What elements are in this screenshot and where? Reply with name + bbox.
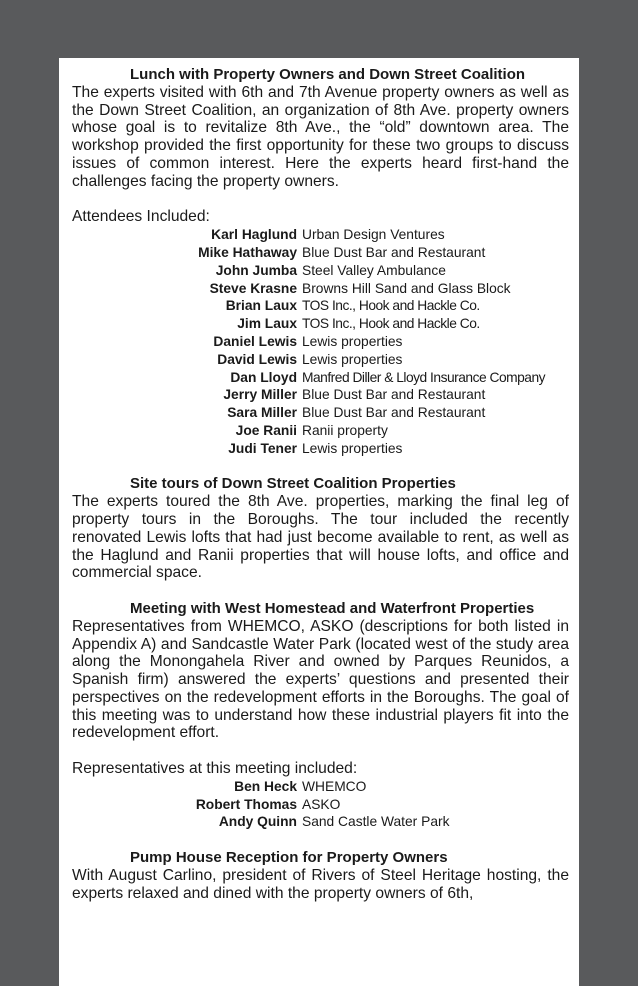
- representative-org: Sand Castle Water Park: [302, 814, 450, 830]
- document-page: [59, 58, 579, 986]
- section-body: The experts toured the 8th Ave. properties, marking the final leg of property tours in the Boroughs. The tour included the recently renovated Lewis lofts that had just become available to rent, as well as the Haglund and Ranii properties that will house lofts, and office and commercial space.: [72, 493, 569, 582]
- section-body: With August Carlino, president of Rivers of Steel Heritage hosting, the experts relaxed and dined with the property owners of 6th,: [72, 866, 569, 902]
- representative-row: [72, 813, 449, 831]
- attendee-name: Daniel Lewis: [213, 333, 297, 349]
- attendee-org: Blue Dust Bar and Restaurant: [302, 244, 486, 260]
- attendee-row: [72, 422, 545, 440]
- attendee-name: Dan Lloyd: [230, 369, 297, 385]
- attendees-list: [72, 226, 545, 457]
- section-heading: Pump House Reception for Property Owners: [130, 849, 448, 867]
- attendee-row: [72, 386, 545, 404]
- attendee-name: Joe Ranii: [235, 422, 297, 438]
- section-heading: Lunch with Property Owners and Down Street Coalition: [130, 66, 526, 83]
- attendee-row: [72, 226, 545, 244]
- attendee-name: Jim Laux: [237, 316, 297, 332]
- representatives-list: [72, 778, 449, 831]
- attendee-row: [72, 333, 545, 351]
- representative-row: [72, 778, 449, 796]
- attendee-org: Blue Dust Bar and Restaurant: [302, 405, 486, 421]
- attendee-row: [72, 351, 545, 369]
- attendee-name: Mike Hathaway: [198, 244, 297, 260]
- attendee-name: David Lewis: [217, 351, 297, 367]
- section-heading: Meeting with West Homestead and Waterfront Properties: [130, 599, 535, 617]
- attendee-name: Jerry Miller: [223, 387, 297, 403]
- representative-name: Andy Quinn: [218, 814, 297, 830]
- attendee-org: Steel Valley Ambulance: [302, 262, 446, 278]
- attendee-row: [72, 369, 545, 387]
- attendee-row: [72, 315, 545, 333]
- attendee-name: Brian Laux: [225, 298, 297, 314]
- attendee-row: [72, 440, 545, 458]
- attendee-row: [72, 404, 545, 422]
- attendee-org: Lewis properties: [302, 351, 403, 367]
- attendee-name: Karl Haglund: [211, 227, 297, 243]
- attendee-org: Manfred Diller & Lloyd Insurance Company: [302, 369, 546, 385]
- attendee-row: [72, 280, 545, 298]
- representative-org: ASKO: [302, 796, 341, 812]
- representative-org: WHEMCO: [302, 778, 367, 794]
- attendee-org: Lewis properties: [302, 440, 403, 456]
- section-west-homestead-meeting: [72, 600, 569, 831]
- section-body: The experts visited with 6th and 7th Avenue property owners as well as the Down Street Coalition, an organization of 8th Ave. property owners whose goal is to revitalize 8th Ave., the “old” downtown area. The workshop provided the first opportunity for these two groups to discuss issues of common interest. Here the experts heard first-hand the challenges facing the property owners.: [72, 83, 569, 190]
- attendee-row: [72, 244, 545, 262]
- section-heading: Site tours of Down Street Coalition Properties: [130, 475, 456, 493]
- representative-name: Robert Thomas: [195, 796, 297, 812]
- representative-name: Ben Heck: [234, 778, 297, 794]
- attendee-name: Judi Tener: [228, 440, 297, 456]
- representatives-intro: Representatives at this meeting included:: [72, 760, 358, 778]
- attendee-name: John Jumba: [215, 262, 297, 278]
- attendee-org: Lewis properties: [302, 333, 403, 349]
- attendee-org: Urban Design Ventures: [302, 227, 445, 243]
- attendee-name: Steve Krasne: [209, 280, 297, 296]
- section-site-tours: [72, 475, 569, 582]
- attendees-intro: Attendees Included:: [72, 208, 210, 226]
- attendee-row: [72, 297, 545, 315]
- section-body: Representatives from WHEMCO, ASKO (descriptions for both listed in Appendix A) and Sandcastle Water Park (located west of the study area along the Monongahela River and owned by Parques Reunidos, a Spanish firm) answered the experts’ questions and presented their perspectives on the redevelopment efforts in the Boroughs. The goal of this meeting was to understand how these industrial players fit into the redevelopment effort.: [72, 617, 569, 742]
- attendee-org: Ranii property: [302, 422, 388, 438]
- representative-row: [72, 796, 449, 814]
- attendee-org: Blue Dust Bar and Restaurant: [302, 387, 486, 403]
- section-pump-house-reception: [72, 849, 569, 902]
- attendee-row: [72, 262, 545, 280]
- attendee-org: TOS Inc., Hook and Hackle Co.: [302, 298, 480, 314]
- attendee-name: Sara Miller: [227, 405, 297, 421]
- attendee-org: Browns Hill Sand and Glass Block: [302, 280, 511, 296]
- section-lunch: [72, 66, 569, 458]
- attendee-org: TOS Inc., Hook and Hackle Co.: [302, 316, 480, 332]
